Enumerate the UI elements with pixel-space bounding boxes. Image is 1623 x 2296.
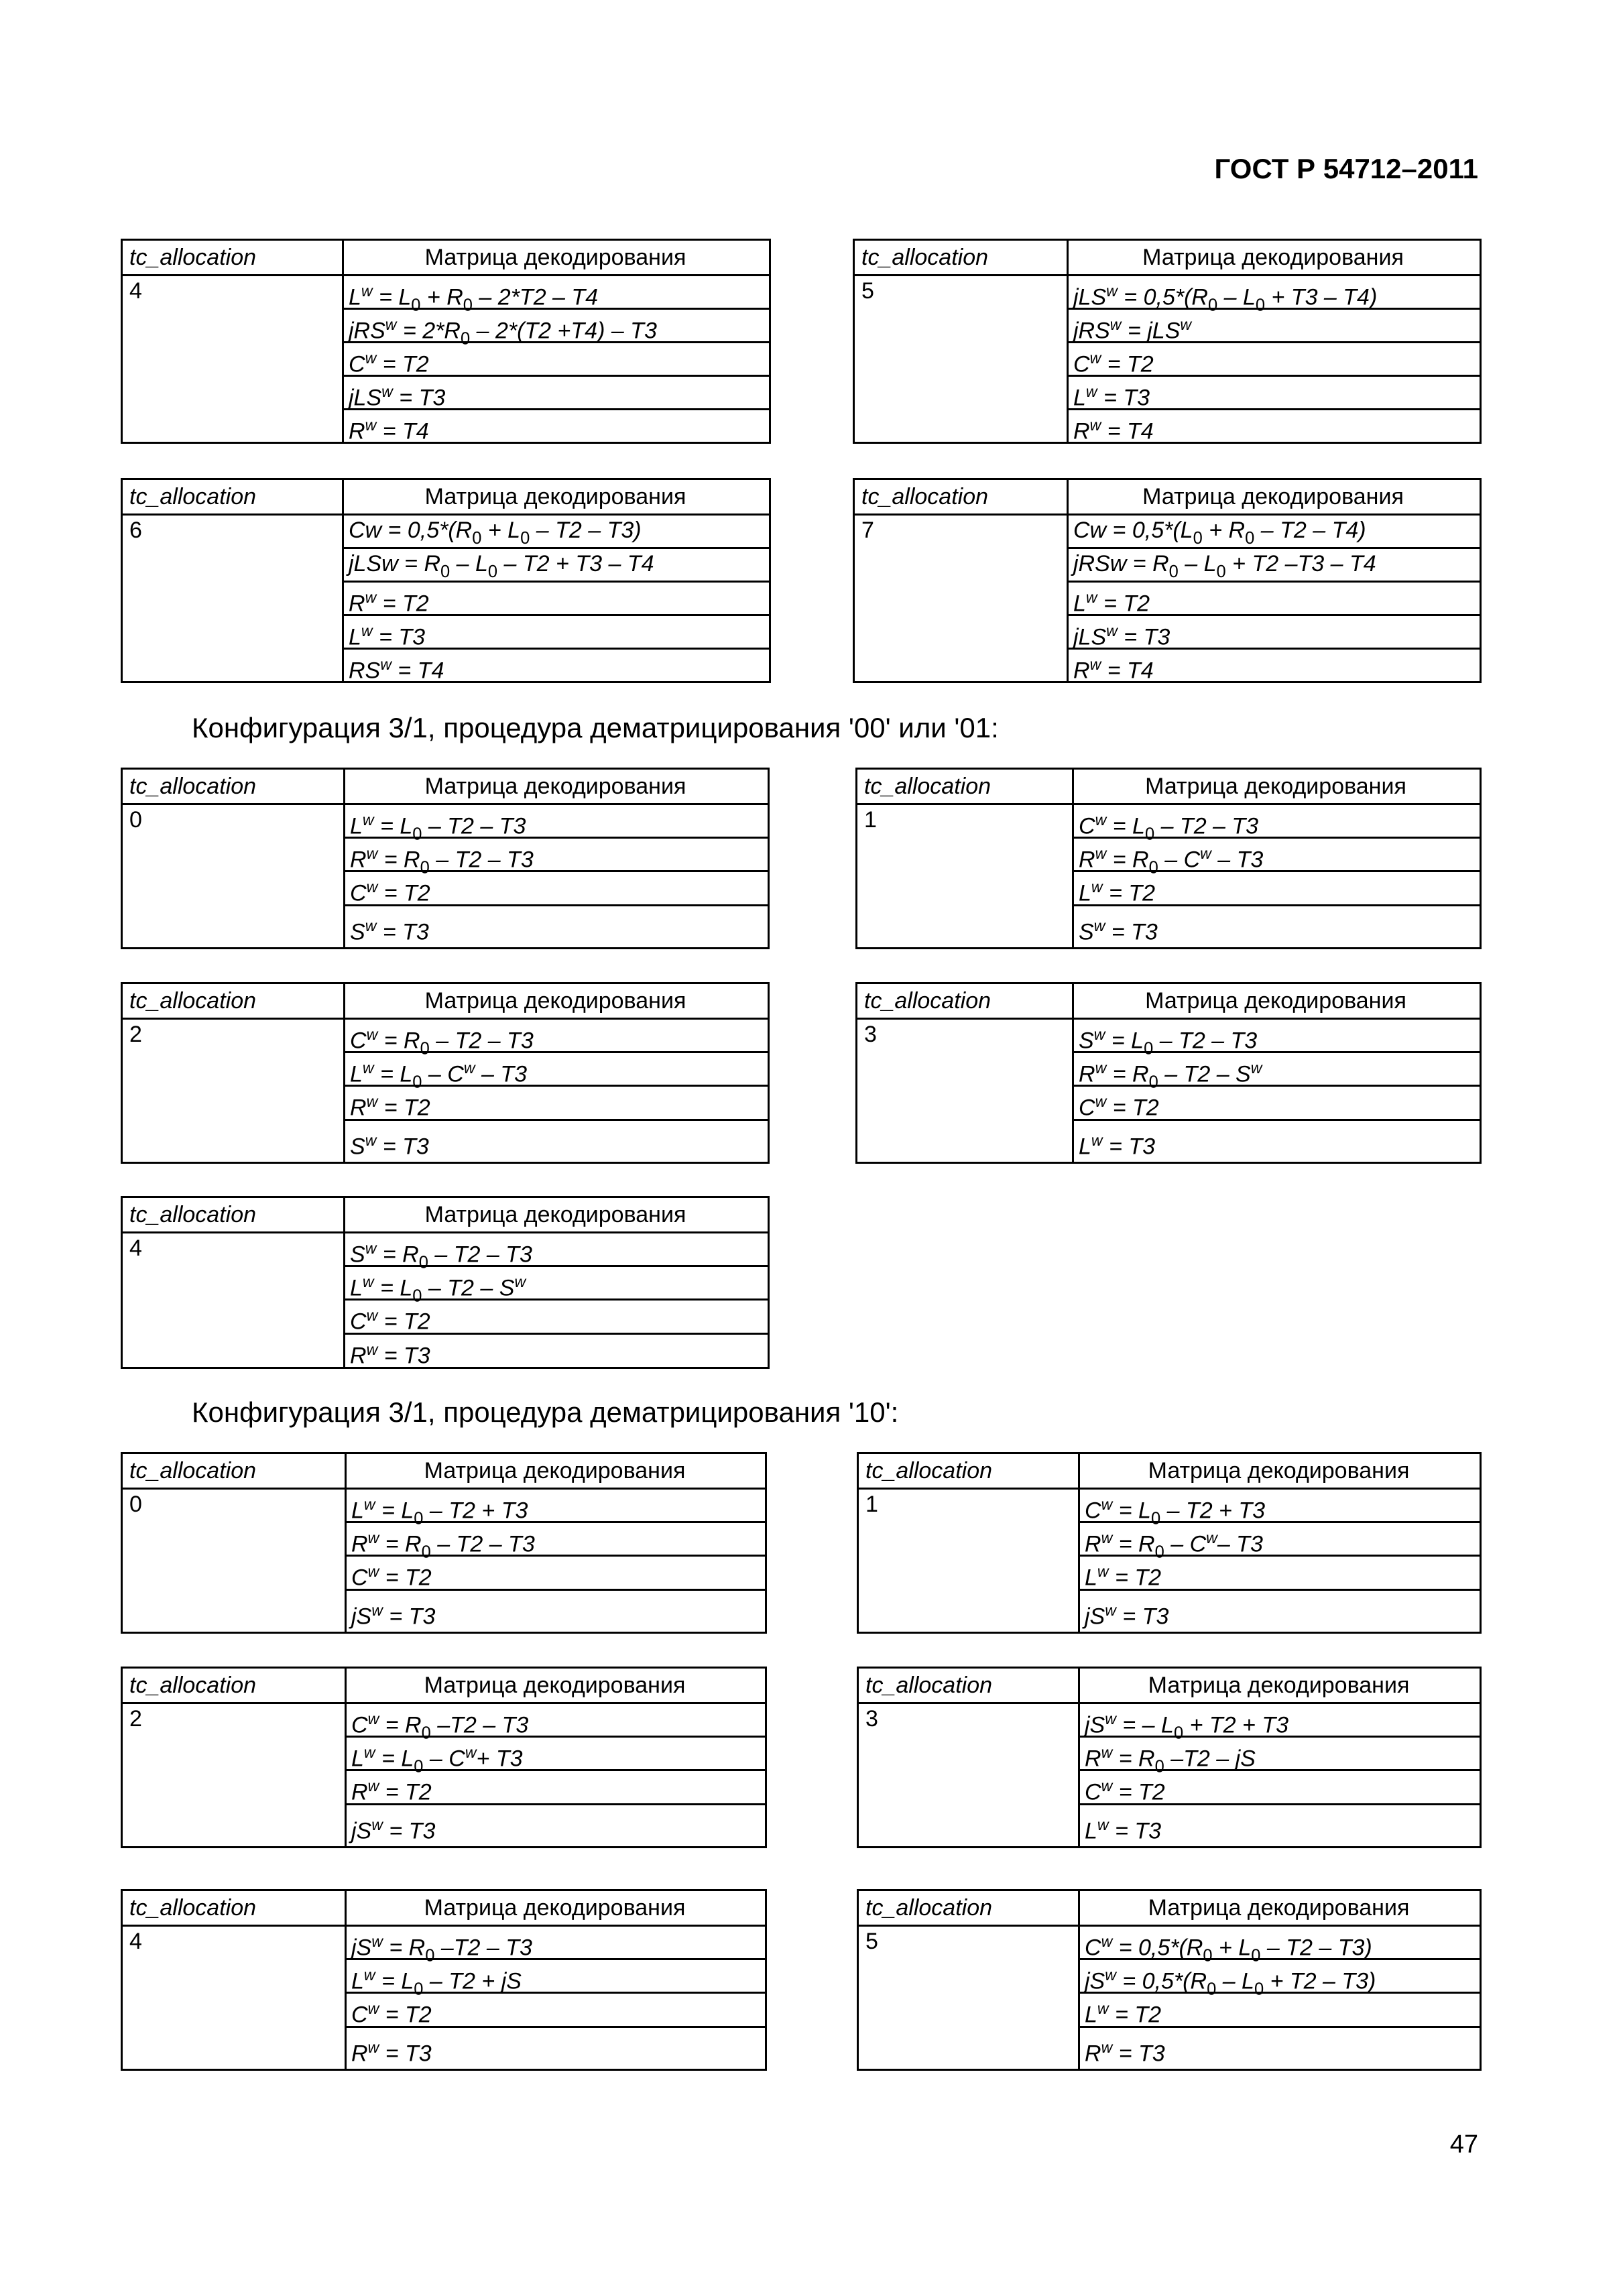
tc-allocation-value: 5 xyxy=(865,1929,878,1954)
matrix-equation: $jS^w$ = – $L_0 + T2 + T3$ xyxy=(1085,1710,1288,1743)
decoding-table xyxy=(855,768,1482,949)
matrix-equation: $L^w = T3$ xyxy=(1085,1816,1162,1844)
tc-allocation-value: 1 xyxy=(865,1492,878,1517)
matrix-equation: $R^w = T4$ xyxy=(349,416,429,444)
column-header-decoding-matrix: Матрица декодирования xyxy=(424,988,686,1014)
decoding-table xyxy=(857,1889,1482,2071)
page-number: 47 xyxy=(1449,2130,1478,2159)
matrix-equation: $C^w = T2$ xyxy=(1079,1093,1159,1121)
matrix-equation: $L^w = L_0 - T2 - S^w$ xyxy=(350,1273,526,1306)
decoding-table xyxy=(853,478,1482,683)
column-header-decoding-matrix: Матрица декодирования xyxy=(1142,245,1404,270)
decoding-table xyxy=(121,1667,767,1848)
matrix-equation: $R^w = T2$ xyxy=(349,589,429,617)
matrix-equation: $C^w = T2$ xyxy=(350,878,430,906)
matrix-equation: $Cw = 0,5*(L_0 + R_0 - T2 - T4)$ xyxy=(1073,518,1366,548)
matrix-equation: $jS^w = T3$ xyxy=(1085,1602,1169,1630)
column-header-tc-allocation: tc_allocation xyxy=(864,774,991,799)
matrix-equation: $R^w = T3$ xyxy=(351,2039,432,2067)
matrix-equation: jRS$^w$ = jLS$^w$ xyxy=(1073,316,1192,344)
table-header-row xyxy=(855,480,1480,516)
column-header-decoding-matrix: Матрица декодирования xyxy=(424,1458,686,1484)
matrix-equation: $C^w = T2$ xyxy=(351,1563,432,1591)
matrix-equation: $C^w = T2$ xyxy=(351,2000,432,2028)
matrix-equation: $C^w = L_0 - T2 - T3$ xyxy=(1079,811,1259,844)
column-header-tc-allocation: tc_allocation xyxy=(129,1458,257,1484)
column-header-tc-allocation: tc_allocation xyxy=(129,774,257,799)
column-header-decoding-matrix: Матрица декодирования xyxy=(424,484,686,509)
decoding-table xyxy=(857,1452,1482,1634)
decoding-table xyxy=(855,982,1482,1164)
matrix-equation: $L^w = T2$ xyxy=(1085,1563,1162,1591)
tc-allocation-value: 7 xyxy=(861,518,874,543)
column-header-tc-allocation: tc_allocation xyxy=(865,1895,993,1921)
matrix-equation: $jS^w = T3$ xyxy=(351,1816,436,1844)
matrix-equation: $L^w = T3$ xyxy=(1073,383,1150,411)
matrix-equation: $S^w = T3$ xyxy=(1079,917,1158,945)
column-header-decoding-matrix: Матрица декодирования xyxy=(1145,774,1406,799)
table-header-row xyxy=(123,480,769,516)
column-header-tc-allocation: tc_allocation xyxy=(861,245,989,270)
decoding-table xyxy=(121,1196,770,1369)
tc-allocation-value: 4 xyxy=(129,1929,142,1954)
tc-allocation-value: 0 xyxy=(129,1492,142,1517)
matrix-equation: $L^w = T3$ xyxy=(1079,1132,1156,1160)
decoding-table xyxy=(121,478,771,683)
matrix-equation: $S^w = L_0 - T2 - T3$ xyxy=(1079,1026,1258,1059)
table-header-row xyxy=(123,984,768,1020)
matrix-equation: $RS^w = T4$ xyxy=(349,656,444,684)
matrix-equation: $C^w = L_0 - T2 + T3$ xyxy=(1085,1496,1266,1528)
matrix-equation: $S^w = R_0 - T2 - T3$ xyxy=(350,1240,532,1272)
column-header-tc-allocation: tc_allocation xyxy=(129,245,257,270)
matrix-equation: $R^w = T3$ xyxy=(350,1341,430,1369)
table-header-row xyxy=(123,770,768,805)
matrix-equation: $jS^w = R_0$ –T2 – T3 xyxy=(351,1933,532,1966)
matrix-equation: $jLS^w = 0,5*(R_0 - L_0 + T3 - T4)$ xyxy=(1073,282,1378,315)
matrix-equation: $C^w = 0,5*(R_0 + L_0 - T2 - T3)$ xyxy=(1085,1933,1372,1966)
table-header-row xyxy=(123,1454,765,1490)
column-header-tc-allocation: tc_allocation xyxy=(129,484,257,509)
matrix-equation: $jS^w = T3$ xyxy=(351,1602,436,1630)
matrix-equation: $R^w = T2$ xyxy=(351,1777,432,1805)
matrix-equation: $L^w = T2$ xyxy=(1079,878,1156,906)
matrix-equation: $C^w = R_0 - T2 - T3$ xyxy=(350,1026,534,1059)
matrix-equation: $S^w = T3$ xyxy=(350,1132,429,1160)
column-header-decoding-matrix: Матрица декодирования xyxy=(424,245,686,270)
tc-allocation-value: 4 xyxy=(129,278,142,304)
section-heading-2: Конфигурация 3/1, процедура дематрицирования '10': xyxy=(192,1396,899,1428)
table-header-row xyxy=(123,241,769,276)
tc-allocation-value: 2 xyxy=(129,1706,142,1732)
column-header-decoding-matrix: Матрица декодирования xyxy=(424,1202,686,1227)
matrix-equation: $jS^w = 0,5*(R_0 - L_0 + T2 - T3)$ xyxy=(1085,1966,1376,1999)
matrix-equation: jLSw = $R_0 - L_0 - T2 + T3 - T4$ xyxy=(349,551,654,581)
matrix-equation: $R^w = R_0 - T2 - S^w$ xyxy=(1079,1059,1262,1092)
matrix-equation: jLS$^w$ = T3 xyxy=(1073,622,1170,650)
decoding-table xyxy=(121,1889,767,2071)
decoding-table xyxy=(121,768,770,949)
column-header-decoding-matrix: Матрица декодирования xyxy=(1145,988,1406,1014)
matrix-equation: $R^w = T3$ xyxy=(1085,2039,1165,2067)
column-header-tc-allocation: tc_allocation xyxy=(129,1895,257,1921)
decoding-table xyxy=(121,239,771,444)
matrix-equation: $C^w = T2$ xyxy=(1073,349,1154,377)
section-heading-1: Конфигурация 3/1, процедура дематрицирования '00' или '01: xyxy=(192,712,999,743)
table-header-row xyxy=(859,1454,1480,1490)
matrix-equation: $R^w = R_0$ –T2 – jS xyxy=(1085,1744,1256,1776)
decoding-table xyxy=(857,1667,1482,1848)
matrix-equation: $L^w = L_0 - T2 - T3$ xyxy=(350,811,526,844)
matrix-equation: $R^w = R_0 - C^w - T3$ xyxy=(1079,845,1264,878)
matrix-equation: $C^w = T2$ xyxy=(1085,1777,1165,1805)
column-header-decoding-matrix: Матрица декодирования xyxy=(1142,484,1404,509)
matrix-equation: $L^w = L_0 - T2 + T3$ xyxy=(351,1496,528,1528)
table-header-row xyxy=(123,1891,765,1927)
table-header-row xyxy=(857,984,1480,1020)
tc-allocation-value: 4 xyxy=(129,1235,142,1261)
column-header-tc-allocation: tc_allocation xyxy=(865,1458,993,1484)
tc-allocation-value: 3 xyxy=(864,1022,877,1047)
matrix-equation: $jRS^w = 2*R_0 - 2*(T2 +T4) - T3$ xyxy=(349,316,657,349)
column-header-tc-allocation: tc_allocation xyxy=(865,1673,993,1698)
matrix-equation: jRSw = $R_0 - L_0 + T2$ –T3 – T4 xyxy=(1073,551,1376,581)
tc-allocation-value: 3 xyxy=(865,1706,878,1732)
table-header-row xyxy=(855,241,1480,276)
decoding-table xyxy=(121,1452,767,1634)
matrix-equation: $C^w = T2$ xyxy=(349,349,429,377)
matrix-equation: $R^w = T4$ xyxy=(1073,416,1154,444)
matrix-equation: $R^w = R_0 - T2 - T3$ xyxy=(350,845,534,878)
decoding-table xyxy=(853,239,1482,444)
matrix-equation: $C^w = T2$ xyxy=(350,1307,430,1335)
column-header-decoding-matrix: Матрица декодирования xyxy=(424,1673,686,1698)
tc-allocation-value: 5 xyxy=(861,278,874,304)
matrix-equation: $R^w = R_0 - T2 - T3$ xyxy=(351,1529,535,1562)
column-header-decoding-matrix: Матрица декодирования xyxy=(1148,1458,1410,1484)
matrix-equation: $Cw = 0,5*(R_0 + L_0 - T2 - T3)$ xyxy=(349,518,642,548)
matrix-equation: $R^w = T4$ xyxy=(1073,656,1154,684)
matrix-equation: $L^w = T3$ xyxy=(349,622,426,650)
matrix-equation: $L^w = L_0 - C^w - T3$ xyxy=(350,1059,528,1092)
column-header-tc-allocation: tc_allocation xyxy=(861,484,989,509)
table-header-row xyxy=(123,1669,765,1704)
column-header-tc-allocation: tc_allocation xyxy=(864,988,991,1014)
tc-allocation-value: 6 xyxy=(129,518,142,543)
tc-allocation-value: 2 xyxy=(129,1022,142,1047)
matrix-equation: $L^w = L_0 - T2$ + jS xyxy=(351,1966,522,1999)
column-header-decoding-matrix: Матрица декодирования xyxy=(424,774,686,799)
column-header-tc-allocation: tc_allocation xyxy=(129,988,257,1014)
table-header-row xyxy=(857,770,1480,805)
matrix-equation: $L^w = L_0 + R_0 - 2*T2 - T4$ xyxy=(349,282,599,315)
matrix-equation: $C^w = R_0$ –T2 – T3 xyxy=(351,1710,529,1743)
matrix-equation: $R^w = T2$ xyxy=(350,1093,430,1121)
matrix-equation: $L^w = T2$ xyxy=(1073,589,1150,617)
column-header-decoding-matrix: Матрица декодирования xyxy=(424,1895,686,1921)
matrix-equation: $S^w = T3$ xyxy=(350,917,429,945)
column-header-decoding-matrix: Матрица декодирования xyxy=(1148,1673,1410,1698)
matrix-equation: $R^w = R_0 - C^w-$ T3 xyxy=(1085,1529,1263,1562)
column-header-tc-allocation: tc_allocation xyxy=(129,1673,257,1698)
column-header-tc-allocation: tc_allocation xyxy=(129,1202,257,1227)
matrix-equation: jLS$^w$ = T3 xyxy=(349,383,446,411)
document-header: ГОСТ Р 54712–2011 xyxy=(1214,153,1478,184)
matrix-equation: $L^w = T2$ xyxy=(1085,2000,1162,2028)
table-header-row xyxy=(859,1891,1480,1927)
tc-allocation-value: 0 xyxy=(129,807,142,833)
table-header-row xyxy=(859,1669,1480,1704)
table-header-row xyxy=(123,1198,768,1233)
column-header-decoding-matrix: Матрица декодирования xyxy=(1148,1895,1410,1921)
tc-allocation-value: 1 xyxy=(864,807,877,833)
matrix-equation: $L^w = L_0 - C^w+ T3$ xyxy=(351,1744,523,1776)
decoding-table xyxy=(121,982,770,1164)
